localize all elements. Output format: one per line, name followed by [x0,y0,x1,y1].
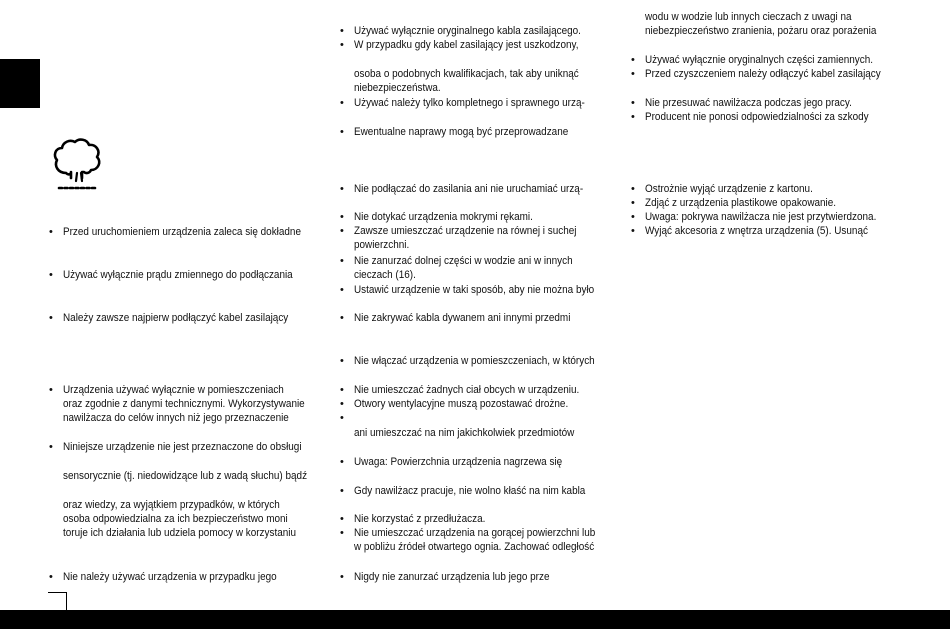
text-line: Nie zakrywać kabla dywanem ani innymi przedmi [354,312,571,324]
text-line: Otwory wentylacyjne muszą pozostawać drożne. [354,398,569,410]
text-line: Nie włączać urządzenia w pomieszczeniach, w których [354,355,595,367]
bullet-icon: • [340,485,344,497]
text-line: oraz zgodnie z danymi technicznymi. Wykorzystywanie [63,398,305,410]
bullet-icon: • [340,284,344,296]
text-line: Używać wyłącznie oryginalnego kabla zasilającego. [354,25,581,37]
bullet-icon: • [49,384,53,396]
bullet-icon: • [340,126,344,138]
text-line: Nie korzystać z przedłużacza. [354,513,486,525]
bullet-icon: • [340,412,344,424]
text-line: toruje ich działania lub udziela pomocy w korzystaniu [63,527,297,539]
text-line: Używać należy tylko kompletnego i sprawnego urzą- [354,97,585,109]
bullet-icon: • [631,111,635,123]
text-line: Niniejsze urządzenie nie jest przeznaczone do obsługi [63,441,302,453]
text-line: Przed uruchomieniem urządzenia zaleca się dokładne [63,226,301,238]
text-line: Ostrożnie wyjąć urządzenie z kartonu. [645,183,813,195]
text-line: Nie umieszczać urządzenia na gorącej powierzchni lub [354,527,596,539]
bullet-icon: • [49,269,53,281]
text-line: W przypadku gdy kabel zasilający jest uszkodzony, [354,39,579,51]
bullet-icon: • [631,183,635,195]
bullet-icon: • [631,225,635,237]
crop-mark [48,592,67,593]
text-line: niebezpieczeństwo zranienia, pożaru oraz porażenia [645,25,877,37]
bullet-icon: • [340,312,344,324]
bullet-icon: • [340,183,344,195]
bullet-icon: • [631,211,635,223]
text-line: Ewentualne naprawy mogą być przeprowadzane [354,126,569,138]
text-line: cieczach (16). [354,269,416,281]
text-line: oraz wiedzy, za wyjątkiem przypadków, w których [63,499,280,511]
text-line: wodu w wodzie lub innych cieczach z uwagi na [645,11,852,23]
bullet-icon: • [631,68,635,80]
bullet-icon: • [340,513,344,525]
text-line: Gdy nawilżacz pracuje, nie wolno kłaść na nim kabla [354,485,586,497]
text-line: w pobliżu źródeł otwartego ognia. Zachować odległość [354,541,595,553]
text-line: Uwaga: Powierzchnia urządzenia nagrzewa się [354,456,563,468]
text-line: Zawsze umieszczać urządzenie na równej i suchej [354,225,577,237]
text-line: ani umieszczać na nim jakichkolwiek przedmiotów [354,427,575,439]
bullet-icon: • [340,225,344,237]
text-line: Producent nie ponosi odpowiedzialności za szkody [645,111,869,123]
text-line: Używać wyłącznie oryginalnych części zamiennych. [645,54,874,66]
text-line: Nie zanurzać dolnej części w wodzie ani w innych [354,255,573,267]
bullet-icon: • [340,398,344,410]
text-line: osoba o podobnych kwalifikacjach, tak aby uniknąć [354,68,579,80]
text-line: Urządzenia używać wyłącznie w pomieszczeniach [63,384,284,396]
text-line: Nie umieszczać żadnych ciał obcych w urządzeniu. [354,384,580,396]
text-line: Wyjąć akcesoria z wnętrza urządzenia (5). Usunąć [645,225,868,237]
text-line: sensorycznie (tj. niedowidzące lub z wadą słuchu) bądź [63,470,308,482]
bullet-icon: • [340,456,344,468]
text-line: nawilżacza do celów innych niż jego przeznaczenie [63,412,289,424]
bullet-icon: • [340,211,344,223]
bullet-icon: • [49,226,53,238]
bullet-icon: • [340,25,344,37]
text-line: Nie przesuwać nawilżacza podczas jego pracy. [645,97,852,109]
bullet-icon: • [49,312,53,324]
text-line: Nigdy nie zanurzać urządzenia lub jego prze [354,571,550,583]
text-line: Zdjąć z urządzenia plastikowe opakowanie. [645,197,837,209]
text-line: Przed czyszczeniem należy odłączyć kabel zasilający [645,68,881,80]
bullet-icon: • [340,255,344,267]
bullet-icon: • [631,54,635,66]
text-line: powierzchni. [354,239,410,251]
bullet-icon: • [340,355,344,367]
text-line: Nie podłączać do zasilania ani nie uruchamiać urzą- [354,183,584,195]
text-line: Nie należy używać urządzenia w przypadku jego [63,571,277,583]
text-line: Używać wyłącznie prądu zmiennego do podłączania [63,269,293,281]
text-line: osoba odpowiedzialna za ich bezpieczeństwo moni [63,513,288,525]
bullet-icon: • [631,197,635,209]
page-footer-bar [0,610,950,629]
text-line: Ustawić urządzenie w taki sposób, aby nie można było [354,284,595,296]
bullet-icon: • [631,97,635,109]
bullet-icon: • [340,527,344,539]
bullet-icon: • [340,571,344,583]
bullet-icon: • [340,384,344,396]
text-line: niebezpieczeństwa. [354,82,441,94]
text-line: Uwaga: pokrywa nawilżacza nie jest przytwierdzona. [645,211,877,223]
bullet-icon: • [340,39,344,51]
bullet-icon: • [49,441,53,453]
text-line: Należy zawsze najpierw podłączyć kabel zasilający [63,312,289,324]
text-line: Nie dotykać urządzenia mokrymi rękami. [354,211,533,223]
bullet-icon: • [49,571,53,583]
section-tab-marker [0,59,40,108]
steam-cloud-icon [52,137,102,191]
crop-mark [66,592,67,610]
bullet-icon: • [340,97,344,109]
